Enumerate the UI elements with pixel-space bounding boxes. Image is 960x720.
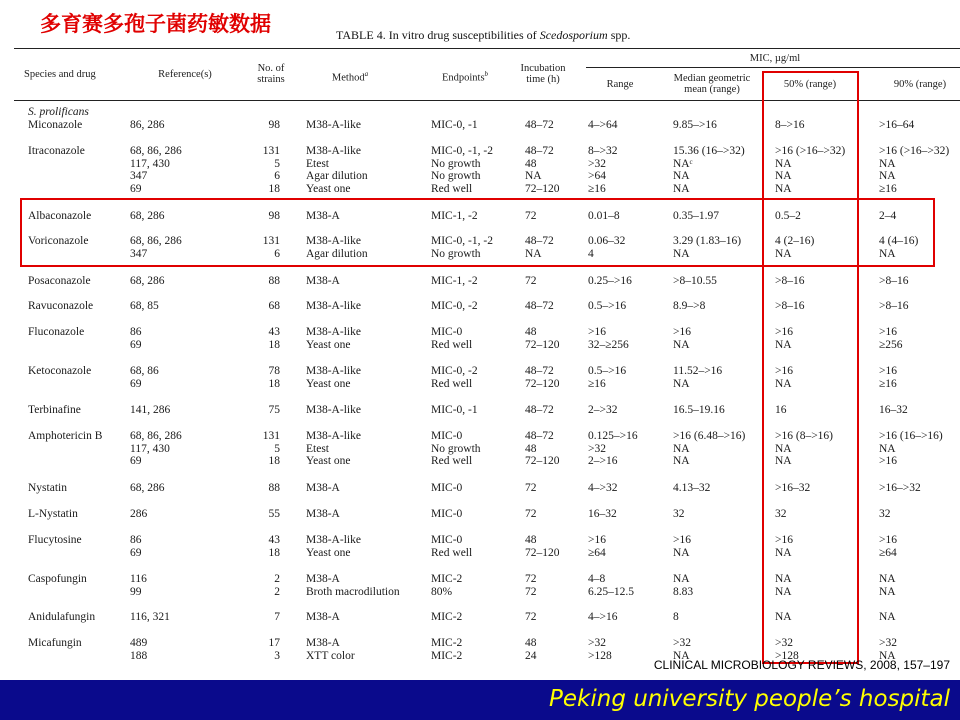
cell-range: 4–>16	[588, 611, 618, 623]
header-endpoints	[420, 69, 510, 84]
cell-strains: 17	[268, 637, 280, 649]
cell-endpoints: MIC-1, -2	[431, 275, 478, 287]
cell-strains: 131	[262, 430, 280, 442]
cell-strains: 7	[274, 611, 280, 623]
cell-reference: 69	[130, 377, 142, 390]
cell-p50: 32	[775, 508, 787, 520]
cell-range: ≥16	[588, 182, 606, 195]
drug-name: Fluconazole	[28, 326, 85, 338]
cell-reference: 68, 86, 286	[130, 430, 182, 442]
cell-method: Agar dilution	[306, 170, 368, 183]
cell-strains: 78	[268, 365, 280, 377]
cell-geomean: >32	[673, 637, 691, 649]
cell-incubation: 72	[525, 275, 537, 287]
cell-range: 16–32	[588, 508, 617, 520]
cell-method: M38-A-like	[306, 145, 361, 157]
drug-name: Amphotericin B	[28, 430, 103, 442]
cell-p50: NA	[775, 611, 792, 623]
cell-p50: NA	[775, 546, 792, 559]
cell-reference: 68, 286	[130, 210, 165, 222]
cell-endpoints: MIC-0	[431, 508, 463, 520]
header-method-label: Method	[331, 72, 365, 84]
cell-geomean: >16	[673, 326, 691, 338]
cell-incubation: NA	[525, 170, 542, 183]
cell-range: 0.5–>16	[588, 365, 627, 377]
cell-method: M38-A-like	[306, 326, 361, 338]
cell-incubation: 72	[525, 585, 537, 598]
cell-p90: >16 (>16–>32)	[879, 145, 950, 157]
cell-reference: 68, 86	[130, 365, 159, 377]
cell-incubation: 72–120	[525, 182, 560, 195]
cell-geomean: NAᶜ	[673, 157, 693, 170]
cell-incubation: 48–72	[525, 404, 554, 416]
cell-reference: 68, 286	[130, 482, 165, 494]
cell-incubation: 48	[525, 534, 537, 546]
cell-p50: 8–>16	[775, 119, 805, 131]
cell-endpoints: MIC-0	[431, 534, 463, 546]
drug-name: Terbinafine	[28, 404, 81, 416]
cell-geomean: NA	[673, 377, 690, 390]
cell-method: M38-A-like	[306, 404, 361, 416]
cell-range: ≥16	[588, 377, 606, 390]
cell-p90: NA	[879, 442, 896, 455]
caption-genus: Scedosporium	[539, 28, 608, 42]
cell-endpoints: MIC-1, -2	[431, 210, 478, 222]
cell-range: >32	[588, 637, 606, 649]
cell-strains: 18	[268, 182, 280, 195]
cell-endpoints: No growth	[431, 170, 481, 183]
cell-endpoints: Red well	[431, 377, 473, 390]
cell-reference: 286	[130, 508, 148, 520]
cell-p50: NA	[775, 585, 792, 598]
cell-reference: 69	[130, 338, 142, 351]
cell-reference: 86	[130, 326, 142, 338]
header-geomean-line2: mean (range)	[684, 84, 740, 95]
cell-endpoints: MIC-2	[431, 573, 463, 585]
cell-p90: 2–4	[879, 210, 897, 222]
caption-suffix: spp.	[607, 28, 631, 42]
cell-endpoints: Red well	[431, 455, 473, 468]
header-references: Reference(s)	[158, 69, 212, 80]
cell-reference: 116, 321	[130, 611, 170, 623]
cell-strains: 2	[274, 585, 280, 598]
header-endpoints-label: Endpoints	[441, 72, 485, 84]
cell-reference: 489	[130, 637, 148, 649]
cell-p90: NA	[879, 247, 896, 260]
cell-p50: 4 (2–16)	[775, 235, 815, 247]
header-geomean-line1: Median geometric	[673, 73, 751, 84]
drug-name: Itraconazole	[28, 145, 85, 157]
cell-range: 0.06–32	[588, 235, 626, 247]
cell-geomean: NA	[673, 338, 690, 351]
slide-title: 多育赛多孢子菌药敏数据	[40, 12, 271, 36]
cell-geomean: NA	[673, 573, 690, 585]
cell-geomean: 11.52–>16	[673, 365, 723, 377]
cell-strains: 18	[268, 546, 280, 559]
cell-p90: ≥256	[879, 338, 903, 351]
cell-incubation: 72	[525, 210, 537, 222]
cell-method: M38-A-like	[306, 534, 361, 546]
cell-p90: 4 (4–16)	[879, 235, 919, 247]
drug-name: Caspofungin	[28, 573, 87, 585]
drug-name: Ketoconazole	[28, 365, 92, 377]
cell-geomean: NA	[673, 170, 690, 183]
cell-endpoints: MIC-0, -2	[431, 300, 478, 312]
cell-strains: 3	[274, 649, 280, 662]
cell-method: M38-A	[306, 611, 340, 623]
cell-strains: 6	[274, 170, 280, 183]
cell-p90: ≥16	[879, 182, 897, 195]
cell-reference: 116	[130, 573, 147, 585]
cell-p90: >16	[879, 455, 897, 468]
cell-endpoints: Red well	[431, 182, 473, 195]
cell-range: 0.125–>16	[588, 430, 638, 442]
cell-p90: >8–16	[879, 275, 909, 287]
cell-reference: 68, 286	[130, 275, 165, 287]
cell-p50: NA	[775, 182, 792, 195]
cell-strains: 18	[268, 338, 280, 351]
cell-method: Agar dilution	[306, 247, 368, 260]
cell-method: M38-A	[306, 573, 340, 585]
cell-endpoints: MIC-0, -2	[431, 365, 478, 377]
cell-p50: >16	[775, 534, 793, 546]
table-caption	[336, 28, 630, 43]
cell-range: >64	[588, 170, 606, 183]
cell-incubation: 48–72	[525, 119, 554, 131]
cell-range: 32–≥256	[588, 338, 629, 351]
cell-reference: 141, 286	[130, 404, 171, 416]
header-species-drug: Species and drug	[24, 69, 96, 80]
header-incubation	[506, 63, 580, 85]
cell-p50: 16	[775, 404, 787, 416]
cell-method: M38-A-like	[306, 300, 361, 312]
cell-geomean: >16	[673, 534, 691, 546]
drug-name: Anidulafungin	[28, 611, 96, 623]
citation: CLINICAL MICROBIOLOGY REVIEWS, 2008, 157–197	[653, 658, 950, 672]
cell-p50: >16 (8–>16)	[775, 430, 834, 442]
cell-strains: 5	[274, 157, 280, 170]
drug-name: Ravuconazole	[28, 300, 94, 312]
header-strains-line1: No. of	[257, 63, 285, 74]
cell-method: M38-A	[306, 508, 340, 520]
cell-method: Yeast one	[306, 455, 351, 468]
cell-p90: >16	[879, 326, 897, 338]
cell-range: 2–>16	[588, 455, 618, 468]
cell-range: 6.25–12.5	[588, 585, 634, 598]
cell-p50: >16	[775, 365, 793, 377]
cell-incubation: 72–120	[525, 377, 560, 390]
cell-incubation: 48	[525, 326, 537, 338]
drug-name: Nystatin	[28, 482, 67, 494]
table-top-rule	[14, 48, 960, 49]
cell-p90: ≥16	[879, 377, 897, 390]
cell-endpoints: MIC-2	[431, 649, 463, 662]
cell-geomean: NA	[673, 546, 690, 559]
cell-geomean: 8.83	[673, 585, 694, 598]
drug-name: Voriconazole	[28, 235, 89, 247]
cell-incubation: 72	[525, 482, 537, 494]
cell-geomean: 3.29 (1.83–16)	[673, 235, 742, 247]
header-incubation-line2: time (h)	[526, 74, 560, 85]
cell-p50: >128	[775, 649, 799, 662]
cell-p90: >16–>32	[879, 482, 921, 494]
cell-strains: 88	[268, 482, 280, 494]
cell-method: M38-A	[306, 275, 340, 287]
cell-p50: NA	[775, 170, 792, 183]
cell-geomean: 8	[673, 611, 679, 623]
header-endpoints-footnote: b	[484, 70, 489, 78]
header-range: Range	[606, 79, 634, 90]
cell-method: M38-A	[306, 210, 340, 222]
cell-reference: 86	[130, 534, 142, 546]
cell-method: Broth macrodilution	[306, 585, 400, 598]
cell-reference: 188	[130, 649, 148, 662]
cell-incubation: 72	[525, 508, 537, 520]
header-strains-line2: strains	[257, 74, 285, 85]
cell-method: M38-A-like	[306, 119, 361, 131]
cell-strains: 43	[268, 326, 280, 338]
cell-strains: 98	[268, 210, 280, 222]
cell-endpoints: MIC-0, -1	[431, 119, 478, 131]
cell-method: M38-A	[306, 637, 340, 649]
cell-p90: >16 (16–>16)	[879, 430, 943, 442]
cell-geomean: 4.13–32	[673, 482, 711, 494]
cell-p90: NA	[879, 170, 896, 183]
cell-geomean: NA	[673, 442, 690, 455]
cell-incubation: 72–120	[525, 455, 560, 468]
footer-text: Peking university people’s hospital	[549, 686, 950, 712]
cell-incubation: 48	[525, 442, 537, 455]
drug-name: L-Nystatin	[28, 508, 78, 520]
cell-strains: 98	[268, 119, 280, 131]
cell-range: 2–>32	[588, 404, 618, 416]
cell-incubation: 72–120	[525, 338, 560, 351]
cell-geomean: 15.36 (16–>32)	[673, 145, 745, 157]
cell-endpoints: MIC-0, -1, -2	[431, 145, 493, 157]
cell-endpoints: No growth	[431, 442, 481, 455]
cell-incubation: NA	[525, 247, 542, 260]
cell-geomean: 16.5–19.16	[673, 404, 725, 416]
drug-name: Miconazole	[28, 119, 83, 131]
cell-incubation: 48–72	[525, 300, 554, 312]
cell-range: 0.01–8	[588, 210, 620, 222]
footer-bar	[0, 680, 960, 720]
cell-range: ≥64	[588, 546, 606, 559]
cell-reference: 68, 86, 286	[130, 235, 182, 247]
header-method-footnote: a	[364, 70, 369, 78]
cell-strains: 88	[268, 275, 280, 287]
cell-p90: >32	[879, 637, 897, 649]
cell-reference: 117, 430	[130, 157, 170, 170]
cell-incubation: 24	[525, 649, 537, 662]
cell-incubation: 72–120	[525, 546, 560, 559]
cell-p50: NA	[775, 338, 792, 351]
cell-reference: 117, 430	[130, 442, 170, 455]
cell-p50: >8–16	[775, 275, 805, 287]
cell-endpoints: Red well	[431, 546, 473, 559]
cell-geomean: >16 (6.48–>16)	[673, 430, 746, 442]
header-incubation-line1: Incubation	[520, 63, 566, 74]
header-p90: 90% (range)	[893, 79, 947, 90]
cell-reference: 86, 286	[130, 119, 165, 131]
cell-range: >128	[588, 649, 612, 662]
cell-method: Etest	[306, 157, 329, 170]
cell-endpoints: No growth	[431, 247, 481, 260]
cell-p90: 32	[879, 508, 891, 520]
cell-incubation: 48	[525, 157, 537, 170]
cell-p50: NA	[775, 442, 792, 455]
cell-range: >16	[588, 326, 606, 338]
cell-p50: NA	[775, 455, 792, 468]
caption-prefix: TABLE 4. In vitro drug susceptibilities of	[336, 28, 540, 42]
cell-reference: 68, 86, 286	[130, 145, 182, 157]
header-geomean	[662, 73, 762, 95]
cell-method: M38-A-like	[306, 235, 361, 247]
cell-p50: >8–16	[775, 300, 805, 312]
cell-p90: 16–32	[879, 404, 908, 416]
cell-method: M38-A-like	[306, 430, 361, 442]
cell-endpoints: MIC-0	[431, 430, 463, 442]
cell-geomean: 8.9–>8	[673, 300, 706, 312]
section-species: S. prolificans	[28, 106, 89, 118]
drug-name: Micafungin	[28, 637, 82, 649]
cell-geomean: 32	[673, 508, 685, 520]
cell-p90: NA	[879, 585, 896, 598]
cell-endpoints: MIC-0	[431, 326, 463, 338]
cell-endpoints: MIC-2	[431, 637, 463, 649]
cell-p90: ≥64	[879, 546, 897, 559]
cell-geomean: NA	[673, 247, 690, 260]
header-strains	[246, 63, 296, 85]
cell-strains: 6	[274, 247, 280, 260]
cell-strains: 18	[268, 377, 280, 390]
cell-strains: 43	[268, 534, 280, 546]
cell-method: M38-A-like	[306, 365, 361, 377]
cell-geomean: >8–10.55	[673, 275, 717, 287]
cell-endpoints: MIC-0, -1, -2	[431, 235, 493, 247]
cell-method: Yeast one	[306, 338, 351, 351]
drug-name: Flucytosine	[28, 534, 82, 546]
cell-incubation: 72	[525, 573, 537, 585]
cell-range: 4–8	[588, 573, 606, 585]
cell-incubation: 48–72	[525, 145, 554, 157]
header-method	[300, 69, 400, 84]
cell-method: Yeast one	[306, 546, 351, 559]
cell-incubation: 48–72	[525, 430, 554, 442]
cell-method: Yeast one	[306, 377, 351, 390]
cell-range: 4–>32	[588, 482, 618, 494]
cell-strains: 75	[268, 404, 280, 416]
cell-reference: 99	[130, 585, 142, 598]
cell-p50: NA	[775, 157, 792, 170]
cell-method: Etest	[306, 442, 329, 455]
cell-strains: 5	[274, 442, 280, 455]
header-mic-group: MIC, µg/ml	[749, 53, 801, 64]
cell-strains: 18	[268, 455, 280, 468]
cell-p50: >16 (>16–>32)	[775, 145, 846, 157]
cell-range: >32	[588, 157, 606, 170]
cell-reference: 347	[130, 170, 148, 183]
cell-geomean: NA	[673, 455, 690, 468]
cell-endpoints: MIC-0	[431, 482, 463, 494]
cell-range: 0.25–>16	[588, 275, 632, 287]
cell-endpoints: 80%	[431, 585, 453, 598]
cell-geomean: NA	[673, 649, 690, 662]
cell-method: XTT color	[306, 649, 355, 662]
cell-p50: >16	[775, 326, 793, 338]
highlight-box-column	[762, 71, 859, 664]
drug-name: Posaconazole	[28, 275, 91, 287]
cell-incubation: 48–72	[525, 235, 554, 247]
cell-p90: NA	[879, 649, 896, 662]
cell-range: 4–>64	[588, 119, 618, 131]
cell-method: M38-A	[306, 482, 340, 494]
cell-p90: >16	[879, 365, 897, 377]
cell-reference: 69	[130, 546, 142, 559]
cell-strains: 68	[268, 300, 280, 312]
cell-reference: 69	[130, 455, 142, 468]
cell-endpoints: No growth	[431, 157, 481, 170]
cell-geomean: 0.35–1.97	[673, 210, 719, 222]
cell-reference: 347	[130, 247, 148, 260]
cell-p50: >32	[775, 637, 793, 649]
cell-range: >32	[588, 442, 606, 455]
cell-p50: 0.5–2	[775, 210, 801, 222]
cell-range: >16	[588, 534, 606, 546]
cell-endpoints: MIC-2	[431, 611, 463, 623]
cell-p50: NA	[775, 377, 792, 390]
header-p50: 50% (range)	[783, 79, 837, 90]
cell-p90: >16–64	[879, 119, 915, 131]
cell-p90: >16	[879, 534, 897, 546]
cell-p90: >8–16	[879, 300, 909, 312]
cell-incubation: 48	[525, 637, 537, 649]
cell-p90: NA	[879, 611, 896, 623]
cell-strains: 2	[274, 573, 280, 585]
cell-p90: NA	[879, 157, 896, 170]
cell-range: 8–>32	[588, 145, 618, 157]
cell-incubation: 72	[525, 611, 537, 623]
drug-name: Albaconazole	[28, 210, 92, 222]
cell-range: 0.5–>16	[588, 300, 627, 312]
cell-p50: NA	[775, 573, 792, 585]
cell-p90: NA	[879, 573, 896, 585]
cell-endpoints: MIC-0, -1	[431, 404, 478, 416]
cell-endpoints: Red well	[431, 338, 473, 351]
cell-strains: 55	[268, 508, 280, 520]
cell-strains: 131	[262, 145, 280, 157]
cell-p50: >16–32	[775, 482, 811, 494]
cell-p50: NA	[775, 247, 792, 260]
cell-geomean: NA	[673, 182, 690, 195]
cell-range: 4	[588, 247, 594, 260]
cell-reference: 68, 85	[130, 300, 159, 312]
cell-reference: 69	[130, 182, 142, 195]
cell-incubation: 48–72	[525, 365, 554, 377]
cell-method: Yeast one	[306, 182, 351, 195]
mic-group-rule	[586, 67, 960, 68]
cell-strains: 131	[262, 235, 280, 247]
cell-geomean: 9.85–>16	[673, 119, 717, 131]
